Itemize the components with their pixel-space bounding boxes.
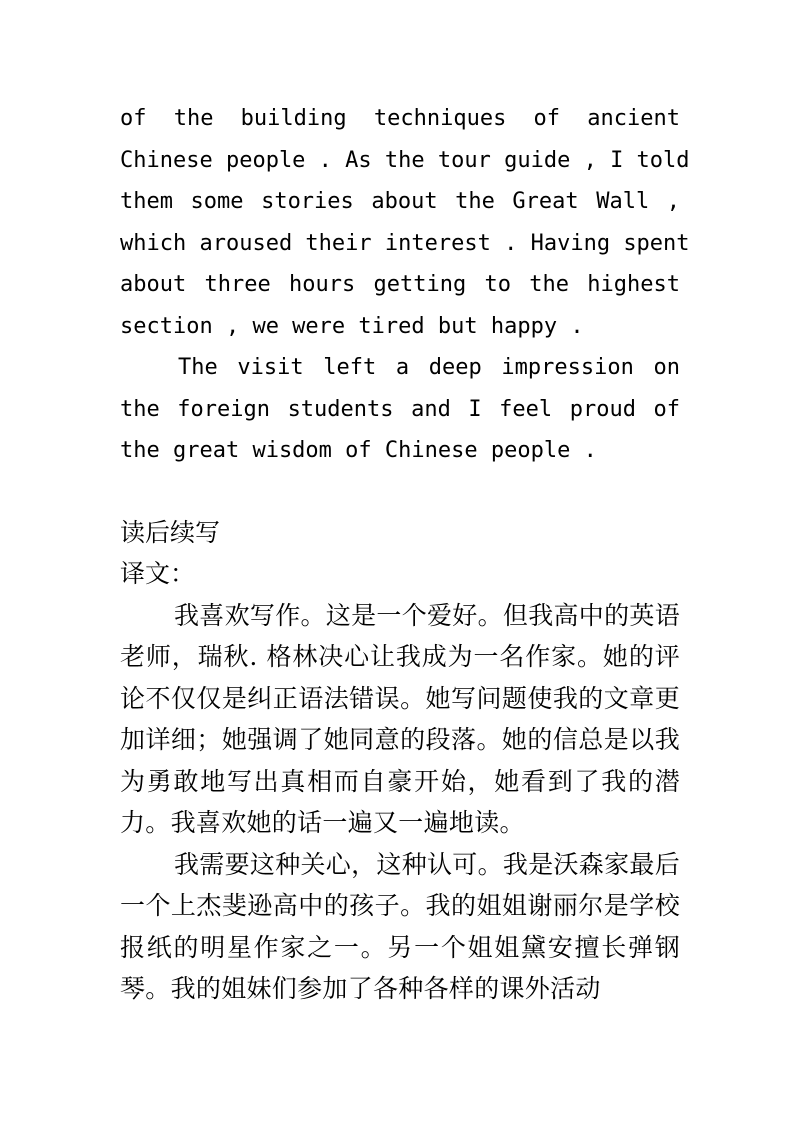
english-line: The visit left a deep impression on	[178, 355, 680, 380]
translation-paragraph: 我喜欢写作。这是一个爱好。但我高中的英语老师，瑞秋. 格林决心让我成为一名作家。她的评论不仅仅是纠正语法错误。她写问题使我的文章更加详细；她强调了她同意的段落。她的信总是以我为勇敢地写出真相而自豪开始，她看到了我的潜力。我喜欢她的话一遍又一遍地读。	[120, 600, 681, 837]
english-line: which aroused their interest . Having spent	[120, 230, 690, 256]
english-passage	[120, 98, 690, 472]
section-title: 读后续写	[120, 517, 221, 547]
english-line: them some stories about the Great Wall ,	[120, 189, 680, 214]
english-line: about three hours getting to the highest	[120, 272, 680, 297]
document-page	[120, 98, 690, 1010]
english-line: the great wisdom of Chinese people .	[120, 438, 597, 463]
chinese-section	[120, 512, 680, 1010]
english-line: Chinese people . As the tour guide , I told	[120, 147, 690, 173]
translation-paragraph: 我需要这种关心，这种认可。我是沃森家最后一个上杰斐逊高中的孩子。我的姐姐谢丽尔是学校报纸的明星作家之一。另一个姐姐黛安擅长弹钢琴。我的姐妹们参加了各种各样的课外活动	[120, 849, 681, 1003]
section-spacer	[120, 472, 680, 512]
english-line: of the building techniques of ancient	[120, 106, 680, 131]
english-line: section , we were tired but happy .	[120, 313, 584, 339]
translation-label: 译文：	[120, 559, 196, 588]
english-line: the foreign students and I feel proud of	[120, 396, 680, 422]
